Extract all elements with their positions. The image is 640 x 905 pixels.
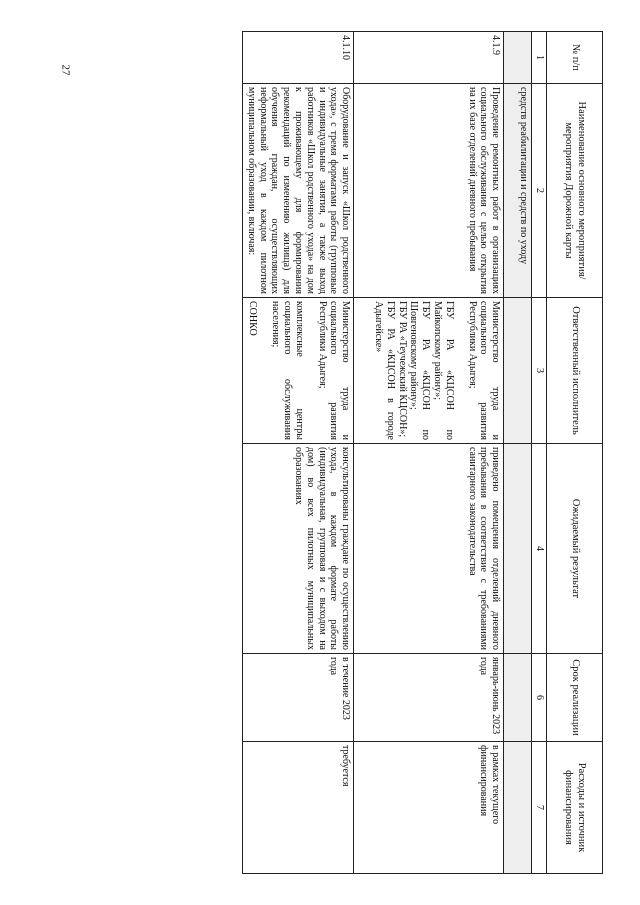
table-row: [354, 32, 504, 874]
col-number: 6: [532, 654, 547, 742]
header-num: № п/п: [547, 32, 603, 84]
column-number-row: [532, 32, 547, 874]
row-result: консультированы граждане по осуществлению ухода, в каждом формате работы (индивидуальная, групповая и с выходом на дом) во всех пилотных муниципальных образованиях: [243, 444, 354, 654]
rotated-table-container: [168, 31, 603, 873]
header-name: Наименование основного мероприятия/мероприятия Дорожной карты: [547, 84, 603, 298]
col-number: 7: [532, 742, 547, 874]
col-number: 4: [532, 444, 547, 654]
col-number: 1: [532, 32, 547, 84]
row-name: Проведение ремонтных работ в организациях социального обслуживания с целью открытия на их базе отделений дневного пребывания: [354, 84, 504, 298]
executor-line: ГБУ РА «КЦСОН по Майкопскому району»;: [432, 301, 455, 440]
roadmap-table: [242, 31, 603, 874]
continuation-name: средств реабилитации и средств по уходу: [504, 84, 532, 298]
executor-line: ГБУ РА «КЦСОН в городе Адыгейске»: [373, 301, 396, 440]
executor-line: ГБУ РА «Теучежский КЦСОН»;: [396, 301, 408, 438]
header-row: [547, 32, 603, 874]
executor-line: ГБУ РА «КЦСОН по Шовгеновскому району»;: [408, 301, 432, 440]
executor-line: СОНКО: [247, 301, 259, 336]
row-num: 4.1.9: [354, 32, 504, 84]
executor-line: Министерство труда и социального развития Республики Адыгея;: [466, 301, 502, 440]
row-executor: [354, 298, 504, 444]
header-executor: Ответственный исполнитель: [547, 298, 603, 444]
row-num: 4.1.10: [243, 32, 354, 84]
row-finance: в рамках текущего финансирования: [354, 742, 504, 874]
continuation-row: [504, 32, 532, 874]
header-finance: Расходы и источник финансирования: [547, 742, 603, 874]
row-term: январь-июнь 2023 года: [354, 654, 504, 742]
col-number: 3: [532, 298, 547, 444]
executor-line: Министерство труда и социального развития Республики Адыгея;: [316, 301, 352, 440]
row-term: в течение 2023 года: [243, 654, 354, 742]
col-number: 2: [532, 84, 547, 298]
page-number: 27: [59, 64, 72, 76]
executor-line: комплексные центры социального обслуживания населения;: [270, 301, 305, 440]
header-result: Ожидаемый результат: [547, 444, 603, 654]
row-name: Оборудование и запуск «Школ родственного ухода», с тремя форматами работы (групповые и индивидуальные занятия, а также выход работников «Школ родственного ухода» на дом к проживающему для формирования рекомендаций по изменению жилища) для обучения граждан, осуществляющих неформальный уход в каждом пилотном муниципальном образовании, включая:: [243, 84, 354, 298]
row-result: приведено помещения отделений дневного пребывания в соответствие с требованиями санитарного законодательства: [354, 444, 504, 654]
table-row: [243, 32, 354, 874]
row-finance: требуется: [243, 742, 354, 874]
row-executor: [243, 298, 354, 444]
header-term: Срок реализации: [547, 654, 603, 742]
